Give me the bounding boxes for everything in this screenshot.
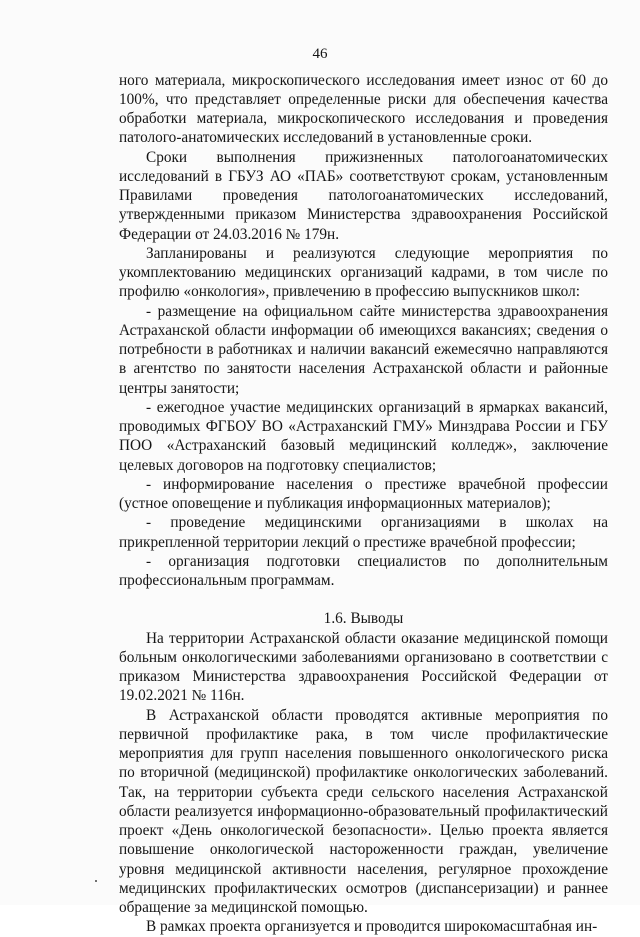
paragraph-care-organization: На территории Астраханской области оказание медицинской помощи больным онкологическими заболеваниями организовано в соответствии с приказом Министерства здравоохранения Российской Федерации от 19.02.2021 № 116н.	[119, 629, 608, 705]
section-heading: 1.6. Выводы	[323, 610, 404, 628]
paragraph-project-campaign: В рамках проекта организуется и проводится широкомасштабная ин-	[146, 918, 598, 936]
paragraph-examination-deadlines: Сроки выполнения прижизненных патологоанатомических исследований в ГБУЗ АО «ПАБ» соответствуют срокам, установленным Правилами проведения патологоанатомических исследований, утвержденными приказом Министерства здравоохранения Российской Федерации от 24.03.2016 № 179н.	[119, 148, 608, 243]
paragraph-cancer-prevention: В Астраханской области проводятся активные мероприятия по первичной профилактике рака, в том числе профилактические мероприятия для групп населения повышенного онкологического риска по вторичной (медицинской) профилактике онкологических заболеваний. Так, на территории субъекта среди сельского населения Астраханской области реализуется информационно-образовательный профилактический проект «День онкологической безопасности». Целью проекта является повышение онкологической настороженности граждан, увеличение уровня медицинской активности населения, регулярное прохождение медицинских профилактических осмотров (диспансеризации) и раннее обращение за медицинской помощью.	[119, 706, 608, 916]
list-item: - информирование населения о престиже врачебной профессии (устное оповещение и публикация информационных материалов);	[119, 475, 608, 512]
list-item: - ежегодное участие медицинских организаций в ярмарках вакансий, проводимых ФГБОУ ВО «Астраханский ГМУ» Минздрава России и ГБУ ПОО «Астраханский базовый медицинский колледж», заключение целевых договоров на подготовку специалистов;	[119, 398, 608, 474]
paragraph-equipment-wear: ного материала, микроскопического исследования имеет износ от 60 до 100%, что представляет определенные риски для обеспечения качества обработки материала, микроскопического исследования и проведения патолого-анатомических исследований в установленные сроки.	[119, 71, 608, 147]
page-number: 46	[312, 46, 328, 62]
list-item: - организация подготовки специалистов по дополнительным профессиональным программам.	[119, 552, 608, 589]
document-body	[119, 71, 608, 937]
scan-speck	[95, 880, 97, 882]
list-item: - размещение на официальном сайте министерства здравоохранения Астраханской области информации об имеющихся вакансиях; сведения о потребности в работниках и наличии вакансий ежемесячно направляются в агентство по занятости населения Астраханской области и районные центры занятости;	[119, 302, 608, 397]
paragraph-staffing-measures-intro: Запланированы и реализуются следующие мероприятия по укомплектованию медицинских организаций кадрами, в том числе по профилю «онкология», привлечению в профессию выпускников школ:	[119, 244, 608, 301]
list-item: - проведение медицинскими организациями в школах на прикрепленной территории лекций о престиже врачебной профессии;	[119, 514, 608, 551]
